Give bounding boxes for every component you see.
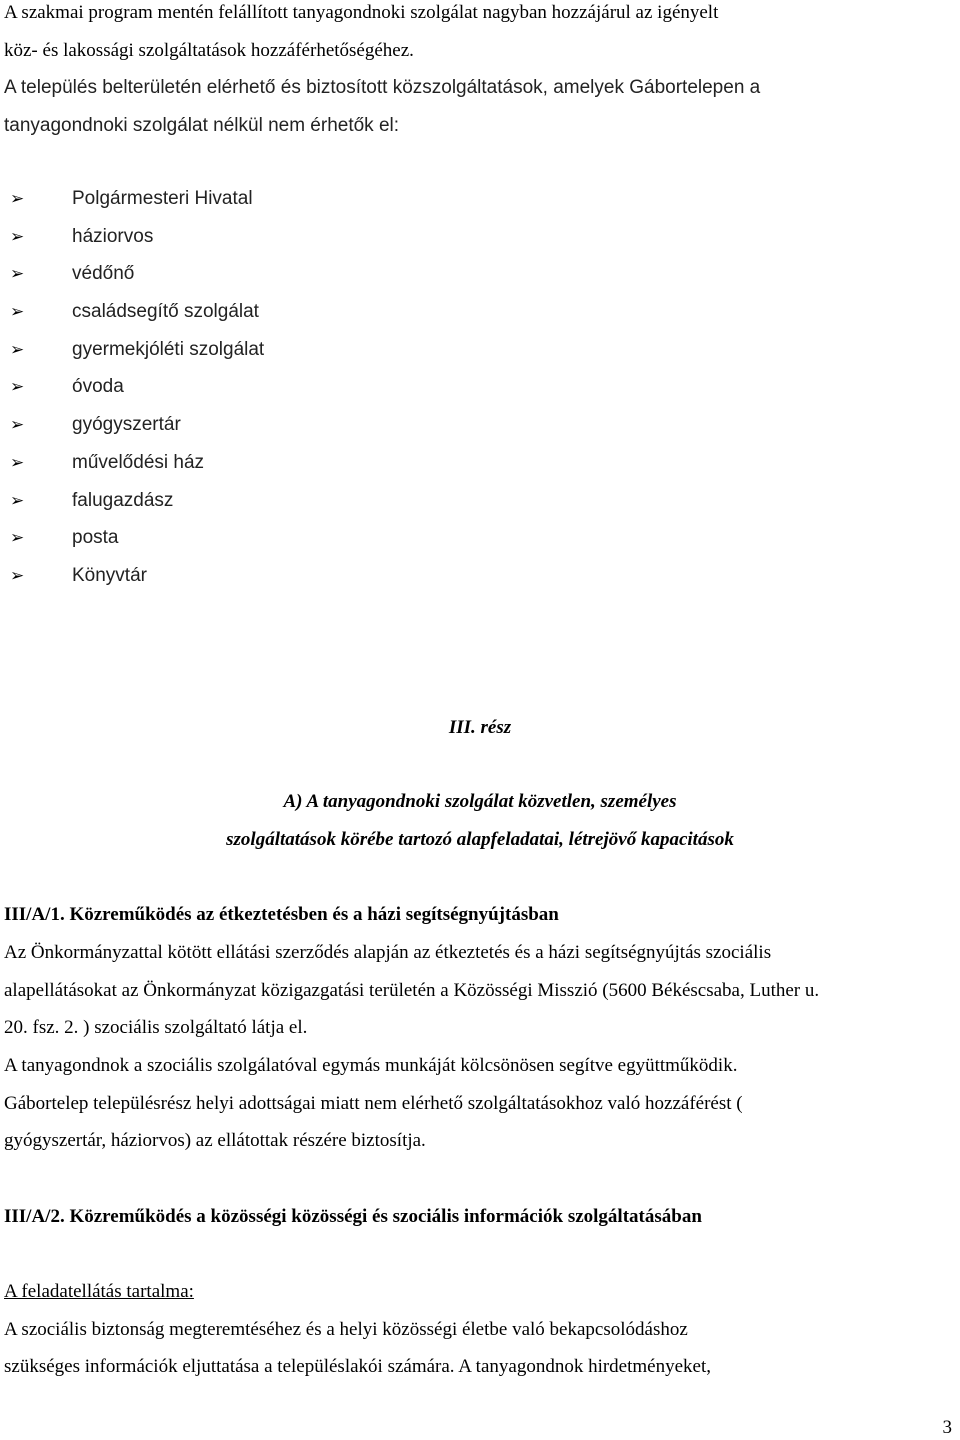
list-item: ➢ gyógyszertár [10,414,181,436]
arrow-bullet-icon: ➢ [10,490,25,510]
list-item: ➢ falugazdász [10,489,174,511]
arrow-bullet-icon: ➢ [10,264,25,284]
part-title: III. rész [448,717,512,738]
arrow-bullet-icon: ➢ [10,189,25,208]
section-2-heading: III/A/2. Közreműködés a közösségi közösségi és szociális információk szolgáltatásában [4,1206,702,1227]
intro-line-2: köz- és lakossági szolgáltatások hozzáférhetőségéhez. [4,40,414,61]
list-item: ➢ Könyvtár [10,564,147,586]
section-1-line: Az Önkormányzattal kötött ellátási szerződés alapján az étkeztetés és a házi segítségnyújtás szociális [4,942,772,963]
section-1-line: gyógyszertár, háziorvos) az ellátottak részére biztosítja. [4,1130,426,1151]
list-item: ➢ posta [10,527,119,549]
part-subtitle-line-1: A) A tanyagondnoki szolgálat közvetlen, személyes [283,791,677,812]
intro-line-3: A település belterületén elérhető és biztosított közszolgáltatások, amelyek Gábortelepen a [4,77,761,98]
arrow-bullet-icon: ➢ [10,339,25,359]
intro-line-1: A szakmai program mentén felállított tanyagondnoki szolgálat nagyban hozzájárul az igényelt [4,2,719,23]
intro-line-4: tanyagondnoki szolgálat nélkül nem érhetők el: [4,115,400,136]
section-2-line: A szociális biztonság megteremtéséhez és a helyi közösségi életbe való bekapcsolódáshoz [4,1319,688,1340]
list-item: ➢ védőnő [10,263,135,285]
list-item: ➢ családsegítő szolgálat [10,301,259,323]
section-1-line: A tanyagondnok a szociális szolgálatóval egymás munkáját kölcsönösen segítve együttműködik. [4,1055,738,1076]
list-item: ➢ háziorvos [10,225,154,247]
list-item: ➢ művelődési ház [10,451,205,473]
arrow-bullet-icon: ➢ [10,226,25,246]
arrow-bullet-icon: ➢ [10,302,25,322]
part-subtitle-line-2: szolgáltatások körébe tartozó alapfeladatai, létrejövő kapacitások [226,829,734,850]
arrow-bullet-icon: ➢ [10,565,25,585]
section-1-heading: III/A/1. Közreműködés az étkeztetésben és a házi segítségnyújtásban [4,904,559,925]
section-1-line: alapellátásokat az Önkormányzat közigazgatási területén a Közösségi Misszió (5600 Békéscsaba, Luther u. [4,980,820,1001]
arrow-bullet-icon: ➢ [10,415,25,435]
page-number: 3 [942,1417,952,1438]
section-2-line: szükséges információk eljuttatása a településlakói számára. A tanyagondnok hirdetményeket, [4,1356,711,1377]
arrow-bullet-icon: ➢ [10,528,25,548]
arrow-bullet-icon: ➢ [10,452,25,472]
services-list [10,188,264,603]
section-1-line: 20. fsz. 2. ) szociális szolgáltató látja el. [4,1017,308,1038]
list-item: ➢ óvoda [10,376,124,398]
list-item: ➢ gyermekjóléti szolgálat [10,338,265,360]
section-1-line: Gábortelep településrész helyi adottságai miatt nem elérhető szolgáltatásokhoz való hozzáférést ( [4,1093,743,1114]
arrow-bullet-icon: ➢ [10,377,25,397]
list-item: ➢ Polgármesteri Hivatal [10,188,253,209]
section-2-subheading: A feladatellátás tartalma: [4,1281,194,1302]
